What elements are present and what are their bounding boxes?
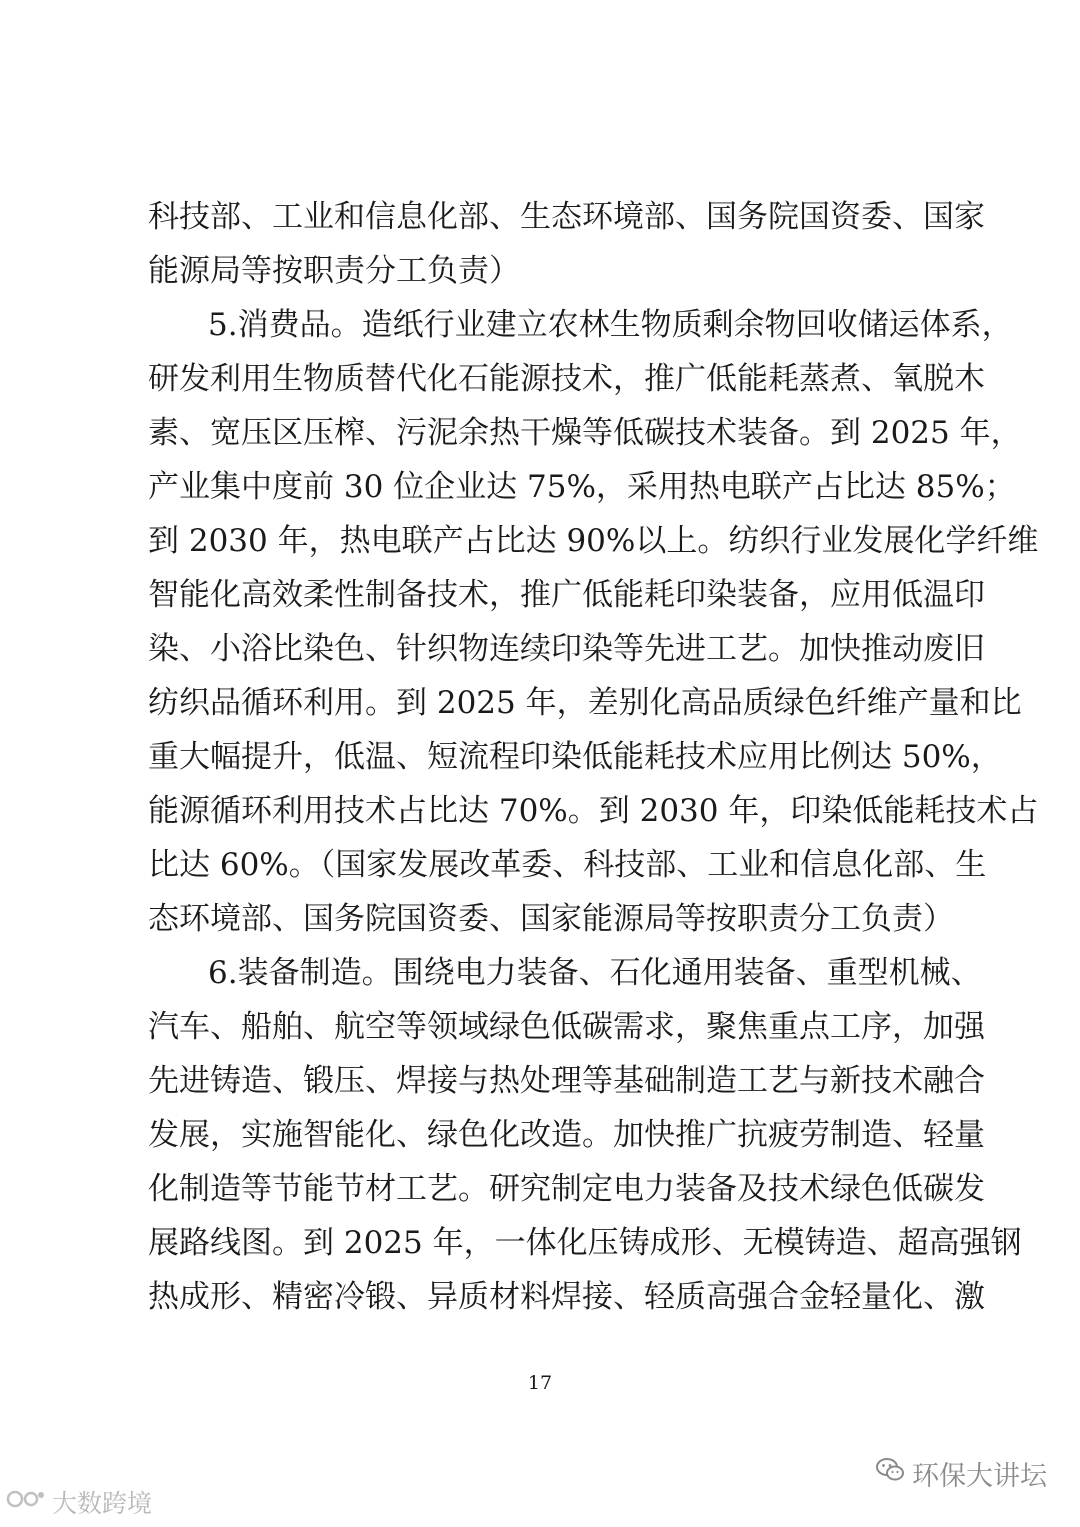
text-line: 热成形、精密冷锻、异质材料焊接、轻质高强合金轻量化、激 xyxy=(148,1279,985,1315)
text-line: 发展，实施智能化、绿色化改造。加快推广抗疲劳制造、轻量 xyxy=(148,1117,985,1153)
text-line: 6.装备制造。围绕电力装备、石化通用装备、重型机械、 xyxy=(208,955,982,991)
text-line: 展路线图。到 2025 年，一体化压铸成形、无模铸造、超高强钢 xyxy=(148,1225,1022,1261)
text-line: 先进铸造、锻压、焊接与热处理等基础制造工艺与新技术融合 xyxy=(148,1063,985,1099)
wechat-icon xyxy=(876,1457,904,1490)
text-line: 化制造等节能节材工艺。研究制定电力装备及技术绿色低碳发 xyxy=(148,1171,985,1207)
text-line: 重大幅提升，低温、短流程印染低能耗技术应用比例达 50%， xyxy=(148,739,1002,775)
text-line: 智能化高效柔性制备技术，推广低能耗印染装备，应用低温印 xyxy=(148,577,985,613)
text-line: 能源局等按职责分工负责） xyxy=(148,253,520,289)
watermark-right xyxy=(876,1454,1047,1493)
text-line: 比达 60%。（国家发展改革委、科技部、工业和信息化部、生 xyxy=(148,847,987,883)
text-line: 5.消费品。造纸行业建立农林生物质剩余物回收储运体系， xyxy=(208,307,1013,343)
text-line: 科技部、工业和信息化部、生态环境部、国务院国资委、国家 xyxy=(148,199,985,235)
logo-icon xyxy=(6,1487,46,1517)
text-line: 能源循环利用技术占比达 70%。到 2030 年，印染低能耗技术占 xyxy=(148,793,1039,829)
text-line: 纺织品循环利用。到 2025 年，差别化高品质绿色纤维产量和比 xyxy=(148,685,1022,721)
watermark-right-text: 环保大讲坛 xyxy=(912,1461,1047,1492)
text-line: 汽车、船舶、航空等领域绿色低碳需求，聚焦重点工序，加强 xyxy=(148,1009,985,1045)
text-line: 染、小浴比染色、针织物连续印染等先进工艺。加快推动废旧 xyxy=(148,631,985,667)
text-line: 产业集中度前 30 位企业达 75%，采用热电联产占比达 85%； xyxy=(148,469,1016,505)
text-line: 素、宽压区压榨、污泥余热干燥等低碳技术装备。到 2025 年， xyxy=(148,415,1022,451)
watermark-left xyxy=(6,1484,152,1520)
text-line: 到 2030 年，热电联产占比达 90%以上。纺织行业发展化学纤维 xyxy=(148,523,1039,559)
page-number: 17 xyxy=(527,1372,553,1394)
text-line: 态环境部、国务院国资委、国家能源局等按职责分工负责） xyxy=(148,901,954,937)
watermark-left-text: 大数跨境 xyxy=(52,1489,153,1518)
text-line: 研发利用生物质替代化石能源技术，推广低能耗蒸煮、氧脱木 xyxy=(148,361,985,397)
